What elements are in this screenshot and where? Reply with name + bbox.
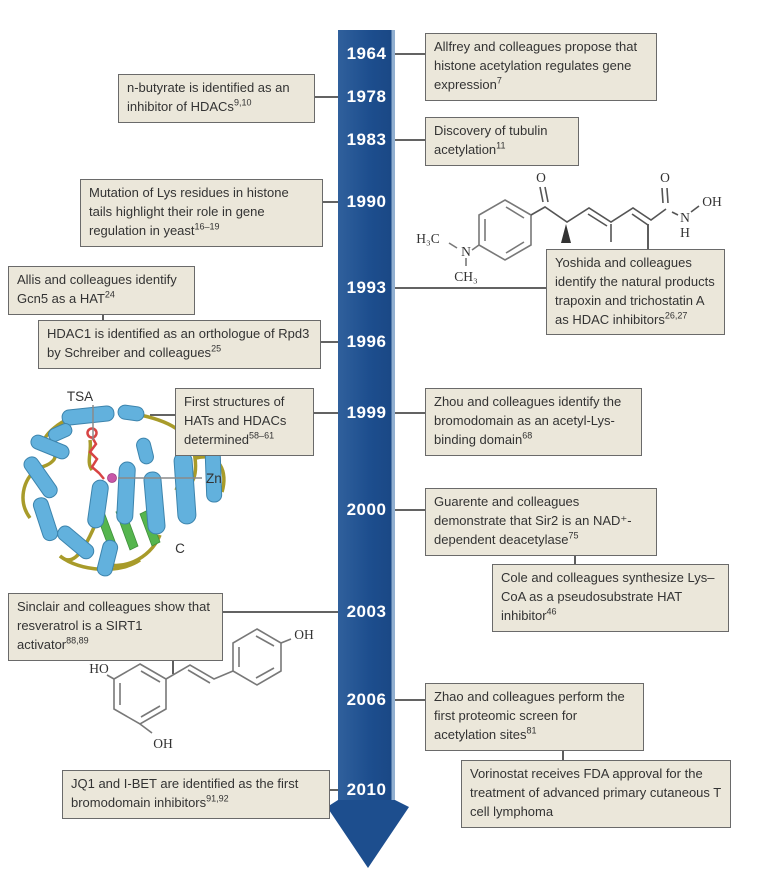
event-ref: 25 xyxy=(211,343,222,354)
event-ref: 24 xyxy=(104,289,115,300)
timeline-arrowhead xyxy=(327,800,409,868)
event-ref: 81 xyxy=(526,725,537,736)
tsa-o-ketone-label: O xyxy=(536,170,546,185)
event-box-jq1-2010 xyxy=(62,770,330,819)
event-box-lys-mutation-1990 xyxy=(80,179,323,247)
event-text: Vorinostat receives FDA approval for the treatment of advanced primary cutaneous T cell lymphoma xyxy=(470,766,721,819)
tsa-n-amide-label: N xyxy=(680,210,690,225)
event-box-yoshida-1993 xyxy=(546,249,725,335)
tsa-stereo-wedge xyxy=(561,224,571,243)
event-box-nbutyrate-1978 xyxy=(118,74,315,123)
year-2000: 2000 xyxy=(346,500,387,519)
event-box-hdac1-1996 xyxy=(38,320,321,369)
event-text: First structures of HATs and HDACs determined xyxy=(184,394,287,447)
event-ref: 9,10 xyxy=(233,97,252,108)
event-box-structures-1999 xyxy=(175,388,314,456)
protein-tsa-label: TSA xyxy=(66,389,94,404)
event-text: Sinclair and colleagues show that resveratrol is a SIRT1 activator xyxy=(17,599,210,652)
year-1983: 1983 xyxy=(346,130,387,149)
event-text: HDAC1 is identified as an orthologue of Rpd3 by Schreiber and colleagues xyxy=(47,326,310,360)
year-2006: 2006 xyxy=(346,690,387,709)
event-box-sinclair-2003 xyxy=(8,593,223,661)
event-ref: 11 xyxy=(496,140,506,151)
tsa-ch3-label: CH₃ xyxy=(454,269,478,284)
event-box-guarente-2000 xyxy=(425,488,657,556)
event-ref: 58–61 xyxy=(249,430,275,441)
event-text: Allfrey and colleagues propose that histone acetylation regulates gene expression xyxy=(434,39,638,92)
event-text: Guarente and colleagues demonstrate that Sir2 is an NAD⁺-dependent deacetylase xyxy=(434,494,632,547)
event-box-vorinostat-fda xyxy=(461,760,731,828)
resveratrol-oh-top-label: OH xyxy=(294,627,314,642)
event-box-zhao-2006 xyxy=(425,683,644,751)
event-ref: 16–19 xyxy=(194,221,220,232)
timeline-arrow xyxy=(327,30,409,868)
tsa-o-amide-label: O xyxy=(660,170,670,185)
event-ref: 91,92 xyxy=(206,793,229,804)
event-ref: 26,27 xyxy=(664,310,688,321)
event-text: Yoshida and colleagues identify the natural products trapoxin and trichostatin A as HDAC inhibitors xyxy=(555,255,715,327)
event-ref: 88,89 xyxy=(66,635,89,646)
year-1996: 1996 xyxy=(346,332,387,351)
tsa-n-amine-label: N xyxy=(461,244,471,259)
event-box-cole-lys-coa xyxy=(492,564,729,632)
year-2003: 2003 xyxy=(346,602,387,621)
event-ref: 75 xyxy=(568,530,579,541)
event-text: Allis and colleagues identify Gcn5 as a HAT xyxy=(17,272,177,306)
event-box-allfrey-1964 xyxy=(425,33,657,101)
year-1993: 1993 xyxy=(346,278,387,297)
year-1990: 1990 xyxy=(346,192,387,211)
event-ref: 7 xyxy=(496,75,502,86)
event-box-allis-gcn5 xyxy=(8,266,195,315)
tsa-h3c-label: H₃C xyxy=(416,231,440,246)
event-ref: 68 xyxy=(522,430,533,441)
event-text: Zhao and colleagues perform the first proteomic screen for acetylation sites xyxy=(434,689,625,742)
event-text: Cole and colleagues synthesize Lys–CoA as a pseudosubstrate HAT inhibitor xyxy=(501,570,715,623)
tsa-oh-label: OH xyxy=(702,194,722,209)
tsa-h-amide-label: H xyxy=(680,225,690,240)
event-text: Zhou and colleagues identify the bromodomain as an acetyl-Lys-binding domain xyxy=(434,394,622,447)
year-1978: 1978 xyxy=(346,87,387,106)
zinc-atom xyxy=(108,474,117,483)
tsa-benzene-ring xyxy=(479,200,531,260)
year-1964: 1964 xyxy=(346,44,387,63)
event-box-tubulin-1983 xyxy=(425,117,579,166)
event-ref: 46 xyxy=(546,606,557,617)
event-text: JQ1 and I-BET are identified as the first bromodomain inhibitors xyxy=(71,776,299,810)
resveratrol-ring-left xyxy=(114,664,166,724)
event-text: Mutation of Lys residues in histone tails highlight their role in gene regulation in yeast xyxy=(89,185,289,238)
protein-c-terminus-label: C xyxy=(175,541,185,556)
resveratrol-oh-bottom-label: OH xyxy=(153,736,173,751)
year-1999: 1999 xyxy=(346,403,387,422)
year-2010: 2010 xyxy=(346,780,387,799)
protein-zn-label: Zn xyxy=(206,471,222,486)
event-box-zhou-1999 xyxy=(425,388,642,456)
resveratrol-ho-label: HO xyxy=(89,661,109,676)
event-text: n-butyrate is identified as an inhibitor of HDACs xyxy=(127,80,290,114)
event-text: Discovery of tubulin acetylation xyxy=(434,123,548,157)
